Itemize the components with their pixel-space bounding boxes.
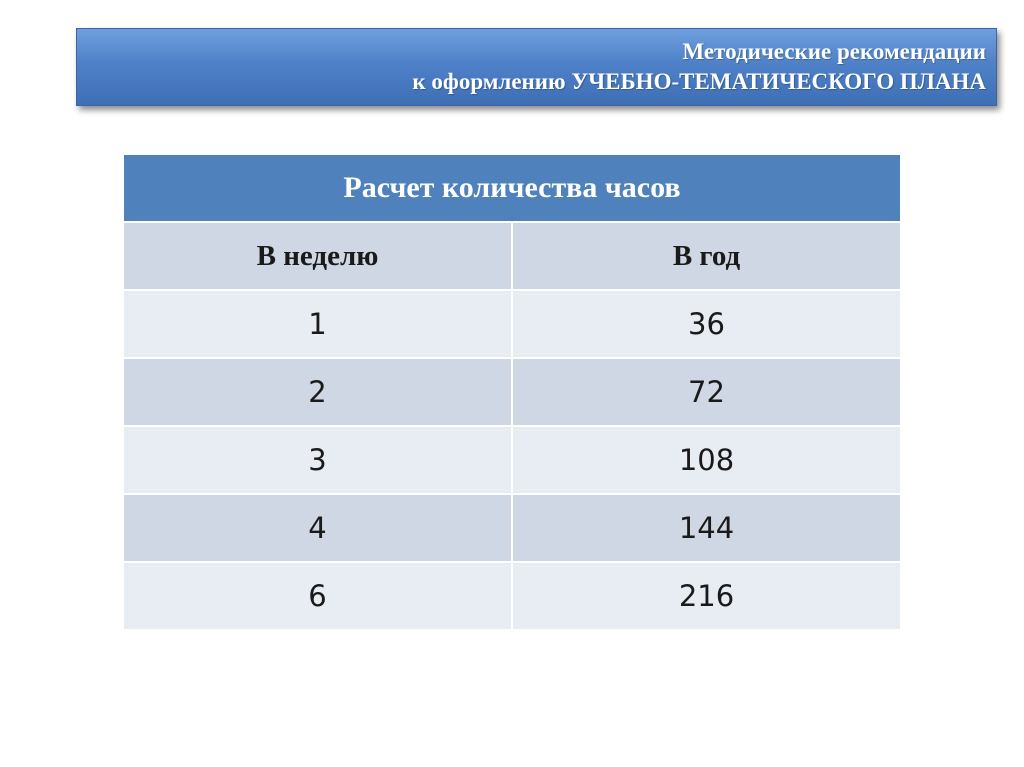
hours-table xyxy=(124,155,900,629)
cell-per-year: 72 xyxy=(512,358,900,426)
table-row xyxy=(124,358,900,426)
title-line-2: к оформлению УЧЕБНО-ТЕМАТИЧЕСКОГО ПЛАНА xyxy=(412,69,986,94)
column-header-per-year: В год xyxy=(512,222,900,290)
table-row xyxy=(124,290,900,358)
cell-per-week: 3 xyxy=(124,426,512,494)
cell-per-week: 1 xyxy=(124,290,512,358)
table-row xyxy=(124,562,900,629)
table-title: Расчет количества часов xyxy=(124,155,900,222)
cell-per-year: 108 xyxy=(512,426,900,494)
title-banner xyxy=(76,28,997,106)
cell-per-year: 216 xyxy=(512,562,900,629)
table-row xyxy=(124,494,900,562)
cell-per-year: 144 xyxy=(512,494,900,562)
table-title-row xyxy=(124,155,900,222)
table-header-row xyxy=(124,222,900,290)
title-line-1: Методические рекомендации xyxy=(682,39,986,64)
cell-per-week: 6 xyxy=(124,562,512,629)
cell-per-week: 2 xyxy=(124,358,512,426)
cell-per-year: 36 xyxy=(512,290,900,358)
cell-per-week: 4 xyxy=(124,494,512,562)
column-header-per-week: В неделю xyxy=(124,222,512,290)
table-row xyxy=(124,426,900,494)
